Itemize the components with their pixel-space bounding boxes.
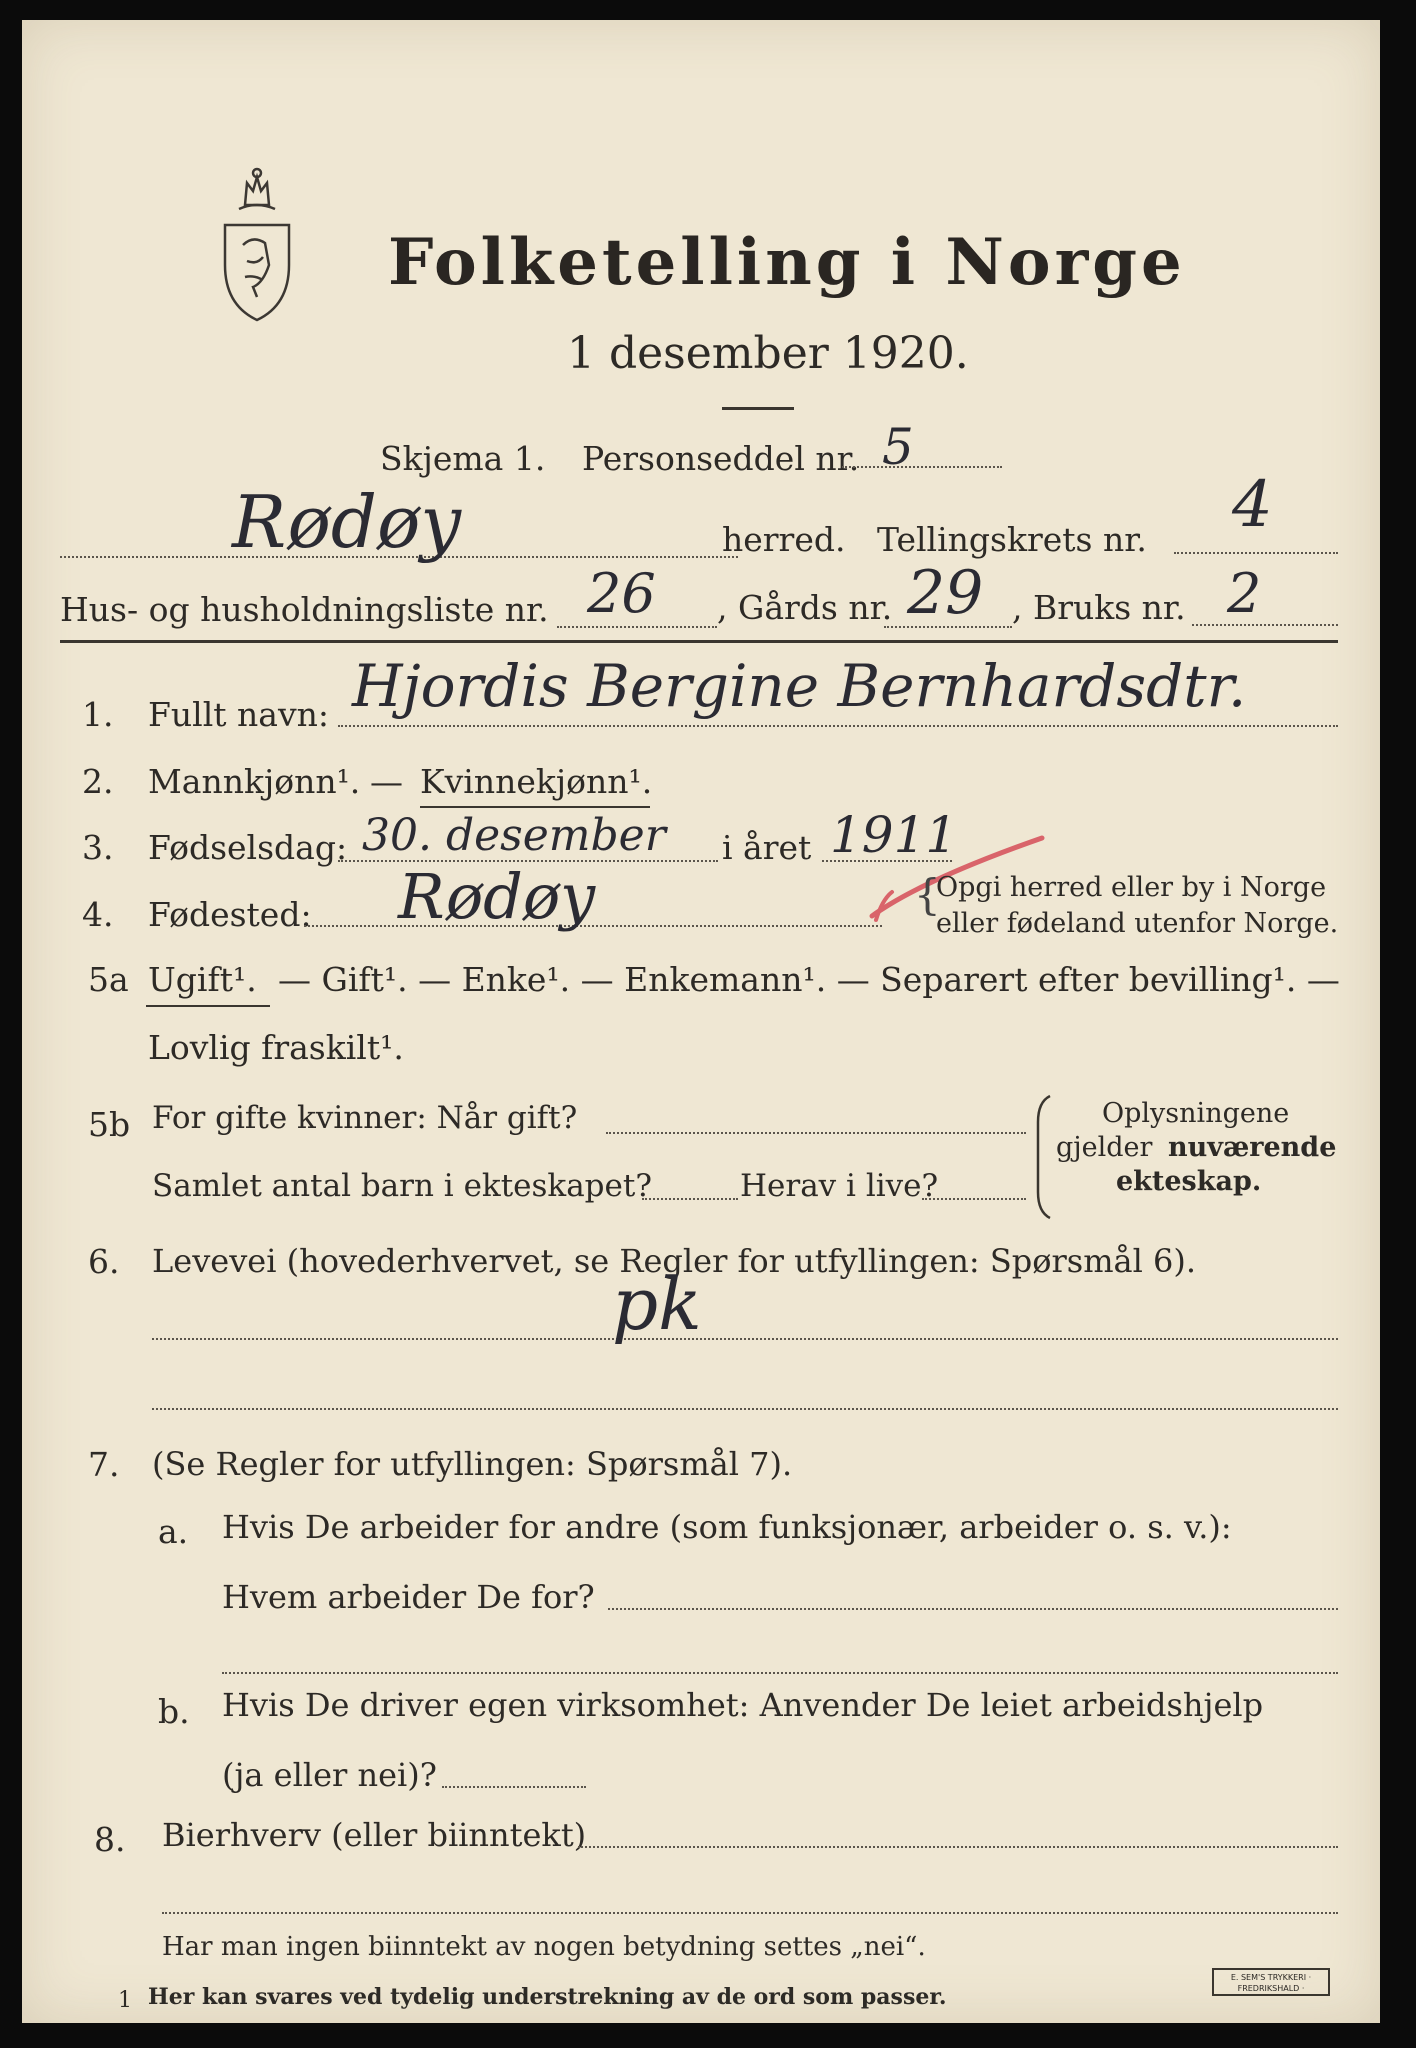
q5a-ugift: Ugift¹. [148, 960, 257, 999]
q5b-line1-dots [606, 1132, 1026, 1134]
gards-label: , Gårds nr. [717, 588, 893, 627]
q2-male: Mannkjønn¹. [148, 762, 361, 801]
census-date: 1 desember 1920. [567, 328, 969, 379]
hus-line [557, 626, 717, 628]
q1-value: Hjordis Bergine Bernhardsdtr. [352, 652, 1247, 720]
q5b-line1: For gifte kvinner: Når gift? [152, 1100, 578, 1136]
herred-value: Rødøy [232, 480, 462, 564]
bruks-value: 2 [1227, 562, 1262, 625]
q1-line [338, 725, 1338, 727]
personseddel-line [842, 466, 1002, 468]
q7-label: (Se Regler for utfyllingen: Spørsmål 7). [152, 1445, 793, 1483]
q5b-line2b: Herav i live? [740, 1168, 939, 1204]
tellingskrets-label: Tellingskrets nr. [877, 520, 1147, 559]
note-nei: Har man ingen biinntekt av nogen betydning settes „nei“. [162, 1932, 926, 1962]
q7a-line2-dots [608, 1608, 1338, 1610]
q3-label: Fødselsdag: [148, 828, 348, 867]
personseddel-label: Personseddel nr. [582, 439, 860, 478]
q8-number: 8. [94, 1820, 126, 1859]
herred-label: herred. [722, 520, 846, 559]
title-rule [722, 407, 794, 410]
q1-label: Fullt navn: [148, 695, 329, 734]
q5a-line2: Lovlig fraskilt¹. [148, 1028, 404, 1067]
q7b-line1: Hvis De driver egen virksomhet: Anvender De leiet arbeidshjelp [222, 1686, 1264, 1724]
footnote-number: 1 [118, 1988, 132, 2013]
q6-value: pk [612, 1262, 702, 1346]
q5a-ugift-underline [146, 1005, 270, 1007]
q6-line-1 [152, 1338, 1338, 1340]
bruks-line [1192, 624, 1338, 626]
q5b-line2a: Samlet antal barn i ekteskapet? [152, 1168, 652, 1204]
q6-number: 6. [88, 1242, 120, 1281]
q7a-number: a. [158, 1512, 189, 1551]
q4-number: 4. [82, 895, 114, 934]
q8-label: Bierhverv (eller biinntekt) [162, 1816, 587, 1854]
q3-number: 3. [82, 828, 114, 867]
q8-line-2 [162, 1912, 1338, 1914]
bruks-label: , Bruks nr. [1012, 588, 1186, 627]
q5b-note-3: ekteskap. [1116, 1166, 1262, 1197]
q5a-number: 5a [88, 960, 129, 999]
q3-year-value: 1911 [830, 806, 958, 864]
hus-label: Hus- og husholdningsliste nr. [60, 590, 549, 629]
q7b-line2: (ja eller nei)? [222, 1756, 437, 1794]
tellingskrets-value: 4 [1232, 468, 1273, 542]
q6-label: Levevei (hovederhvervet, se Regler for utfyllingen: Spørsmål 6). [152, 1242, 1197, 1280]
q8-line-1 [578, 1846, 1338, 1848]
q4-note-1: Opgi herred eller by i Norge [936, 872, 1327, 903]
q5b-number: 5b [88, 1105, 131, 1144]
q5b-line2b-dots [922, 1198, 1026, 1200]
q7a-line2: Hvem arbeider De for? [222, 1578, 595, 1616]
q1-number: 1. [82, 695, 114, 734]
q5b-note-1: Oplysningene [1102, 1098, 1290, 1129]
q6-line-2 [152, 1408, 1338, 1410]
q2-number: 2. [82, 762, 114, 801]
q5b-bracket [1034, 1092, 1054, 1222]
personseddel-value: 5 [882, 418, 914, 476]
coat-of-arms-icon [217, 165, 297, 325]
q7a-line1: Hvis De arbeider for andre (som funksjonær, arbeider o. s. v.): [222, 1508, 1232, 1546]
q3-year-label: i året [722, 828, 812, 867]
gards-value: 29 [907, 558, 984, 628]
census-form [22, 20, 1380, 2023]
q4-label: Fødested: [148, 895, 312, 934]
hus-value: 26 [587, 562, 656, 625]
header-separator [60, 640, 1338, 643]
tellingskrets-line [1174, 552, 1338, 554]
q5b-note-2a: gjelder [1056, 1132, 1153, 1163]
q7-number: 7. [88, 1445, 120, 1484]
q5a-line1: — Gift¹. — Enke¹. — Enkemann¹. — Separert efter bevilling¹. — [278, 960, 1340, 999]
q7b-line2-dots [442, 1786, 586, 1788]
q4-value: Rødøy [398, 860, 596, 933]
form-title: Folketelling i Norge [388, 225, 1186, 300]
q5b-note-2b: nuværende [1168, 1132, 1337, 1163]
q7b-number: b. [158, 1692, 190, 1731]
q2-female-underline [420, 806, 650, 808]
q2-female: Kvinnekjønn¹. [420, 762, 653, 801]
q7a-line3-dots [222, 1672, 1338, 1674]
printer-stamp: E. SEM'S TRYKKERI · FREDRIKSHALD · [1212, 1968, 1330, 1996]
q5b-line2a-dots [642, 1198, 738, 1200]
q2-dash: — [370, 762, 403, 801]
q4-note-2: eller fødeland utenfor Norge. [936, 908, 1339, 939]
q4-brace: { [914, 870, 941, 919]
skjema-label: Skjema 1. [380, 439, 546, 478]
footnote: Her kan svares ved tydelig understrekning av de ord som passer. [148, 1984, 947, 2010]
q3-value: 30. desember [362, 810, 666, 861]
